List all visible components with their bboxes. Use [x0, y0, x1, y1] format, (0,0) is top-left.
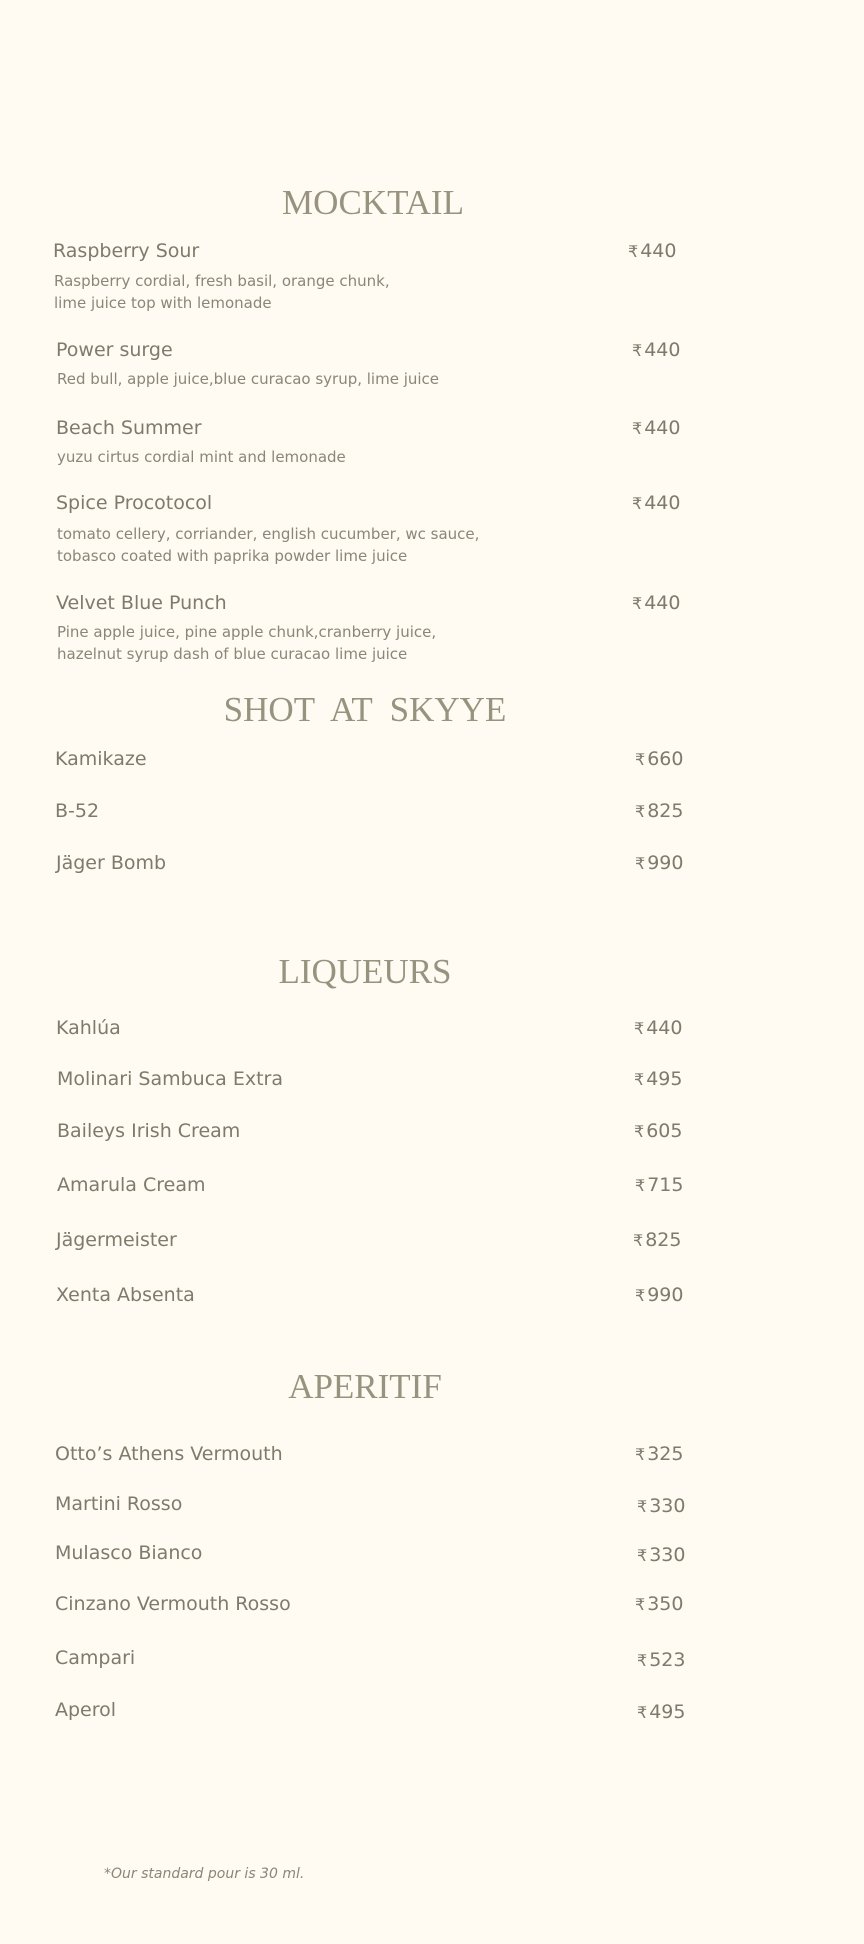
rupee-icon: ₹: [637, 1703, 648, 1722]
menu-item-name: Mulasco Bianco: [55, 1542, 203, 1564]
rupee-icon: ₹: [632, 494, 643, 513]
rupee-icon: ₹: [635, 854, 646, 873]
menu-item-description: Raspberry cordial, fresh basil, orange chunk,: [54, 272, 390, 290]
menu-item-description: Red bull, apple juice,blue curacao syrup, lime juice: [57, 370, 440, 388]
menu-item-price: ₹ 440: [628, 240, 677, 262]
menu-item-name: Jäger Bomb: [56, 852, 167, 874]
menu-item-description: Pine apple juice, pine apple chunk,cranberry juice,: [57, 623, 437, 641]
menu-item-price: ₹ 440: [634, 1017, 683, 1039]
menu-item-price: ₹ 440: [632, 339, 681, 361]
menu-item-name: Power surge: [56, 339, 173, 361]
section-title-shots: SHOT AT SKYYE: [223, 690, 507, 729]
rupee-icon: ₹: [632, 594, 643, 613]
menu-item-name: Kamikaze: [55, 748, 147, 770]
menu-item-description: tobasco coated with paprika powder lime juice: [57, 547, 408, 565]
section-title-mocktail: MOCKTAIL: [282, 183, 464, 222]
menu-item-price: ₹ 440: [632, 492, 681, 514]
rupee-icon: ₹: [632, 419, 643, 438]
menu-item-price: ₹ 440: [632, 592, 681, 614]
menu-item-name: Beach Summer: [56, 417, 202, 439]
rupee-icon: ₹: [635, 1286, 646, 1305]
rupee-icon: ₹: [632, 341, 643, 360]
menu-item-name: B-52: [55, 800, 100, 822]
menu-item-name: Aperol: [55, 1699, 117, 1721]
rupee-icon: ₹: [637, 1497, 648, 1516]
menu-item-price: ₹ 825: [633, 1229, 682, 1251]
rupee-icon: ₹: [637, 1651, 648, 1670]
section-title-aperitif: APERITIF: [288, 1367, 442, 1406]
menu-item-price: ₹ 440: [632, 417, 681, 439]
menu-item-name: Otto’s Athens Vermouth: [55, 1443, 283, 1465]
menu-item-price: ₹ 350: [635, 1593, 684, 1615]
menu-item-price: ₹ 495: [637, 1701, 686, 1723]
menu-item-description: yuzu cirtus cordial mint and lemonade: [57, 448, 346, 466]
menu-item-name: Xenta Absenta: [56, 1284, 195, 1306]
rupee-icon: ₹: [628, 242, 639, 261]
menu-item-description: hazelnut syrup dash of blue curacao lime juice: [57, 645, 408, 663]
rupee-icon: ₹: [635, 1445, 646, 1464]
menu-item-name: Cinzano Vermouth Rosso: [55, 1593, 291, 1615]
menu-item-name: Baileys Irish Cream: [57, 1120, 241, 1142]
rupee-icon: ₹: [634, 1019, 645, 1038]
menu-item-price: ₹ 660: [635, 748, 684, 770]
rupee-icon: ₹: [634, 1122, 645, 1141]
menu-item-name: Velvet Blue Punch: [56, 592, 227, 614]
menu-item-price: ₹ 523: [637, 1649, 686, 1671]
rupee-icon: ₹: [634, 1070, 645, 1089]
menu-item-price: ₹ 325: [635, 1443, 684, 1465]
menu-item-description: lime juice top with lemonade: [54, 294, 272, 312]
menu-item-name: Amarula Cream: [57, 1174, 206, 1196]
rupee-icon: ₹: [635, 1176, 646, 1195]
footnote: *Our standard pour is 30 ml.: [104, 1866, 305, 1882]
rupee-icon: ₹: [637, 1546, 648, 1565]
rupee-icon: ₹: [635, 1595, 646, 1614]
menu-item-price: ₹ 825: [635, 800, 684, 822]
rupee-icon: ₹: [635, 750, 646, 769]
menu-item-name: Martini Rosso: [55, 1493, 183, 1515]
menu-item-price: ₹ 715: [635, 1174, 684, 1196]
menu-item-price: ₹ 990: [635, 1284, 684, 1306]
menu-item-price: ₹ 330: [637, 1495, 686, 1517]
rupee-icon: ₹: [633, 1231, 644, 1250]
menu-item-price: ₹ 990: [635, 852, 684, 874]
section-title-liqueurs: LIQUEURS: [278, 952, 452, 991]
menu-item-description: tomato cellery, corriander, english cucumber, wc sauce,: [57, 525, 480, 543]
menu-item-price: ₹ 605: [634, 1120, 683, 1142]
menu-item-price: ₹ 495: [634, 1068, 683, 1090]
rupee-icon: ₹: [635, 802, 646, 821]
menu-item-name: Raspberry Sour: [53, 240, 200, 262]
menu-item-price: ₹ 330: [637, 1544, 686, 1566]
menu-item-name: Campari: [55, 1647, 136, 1669]
menu-item-name: Jägermeister: [56, 1229, 177, 1251]
menu-item-name: Kahlúa: [56, 1017, 121, 1039]
menu-item-name: Spice Procotocol: [56, 492, 213, 514]
menu-item-name: Molinari Sambuca Extra: [57, 1068, 283, 1090]
